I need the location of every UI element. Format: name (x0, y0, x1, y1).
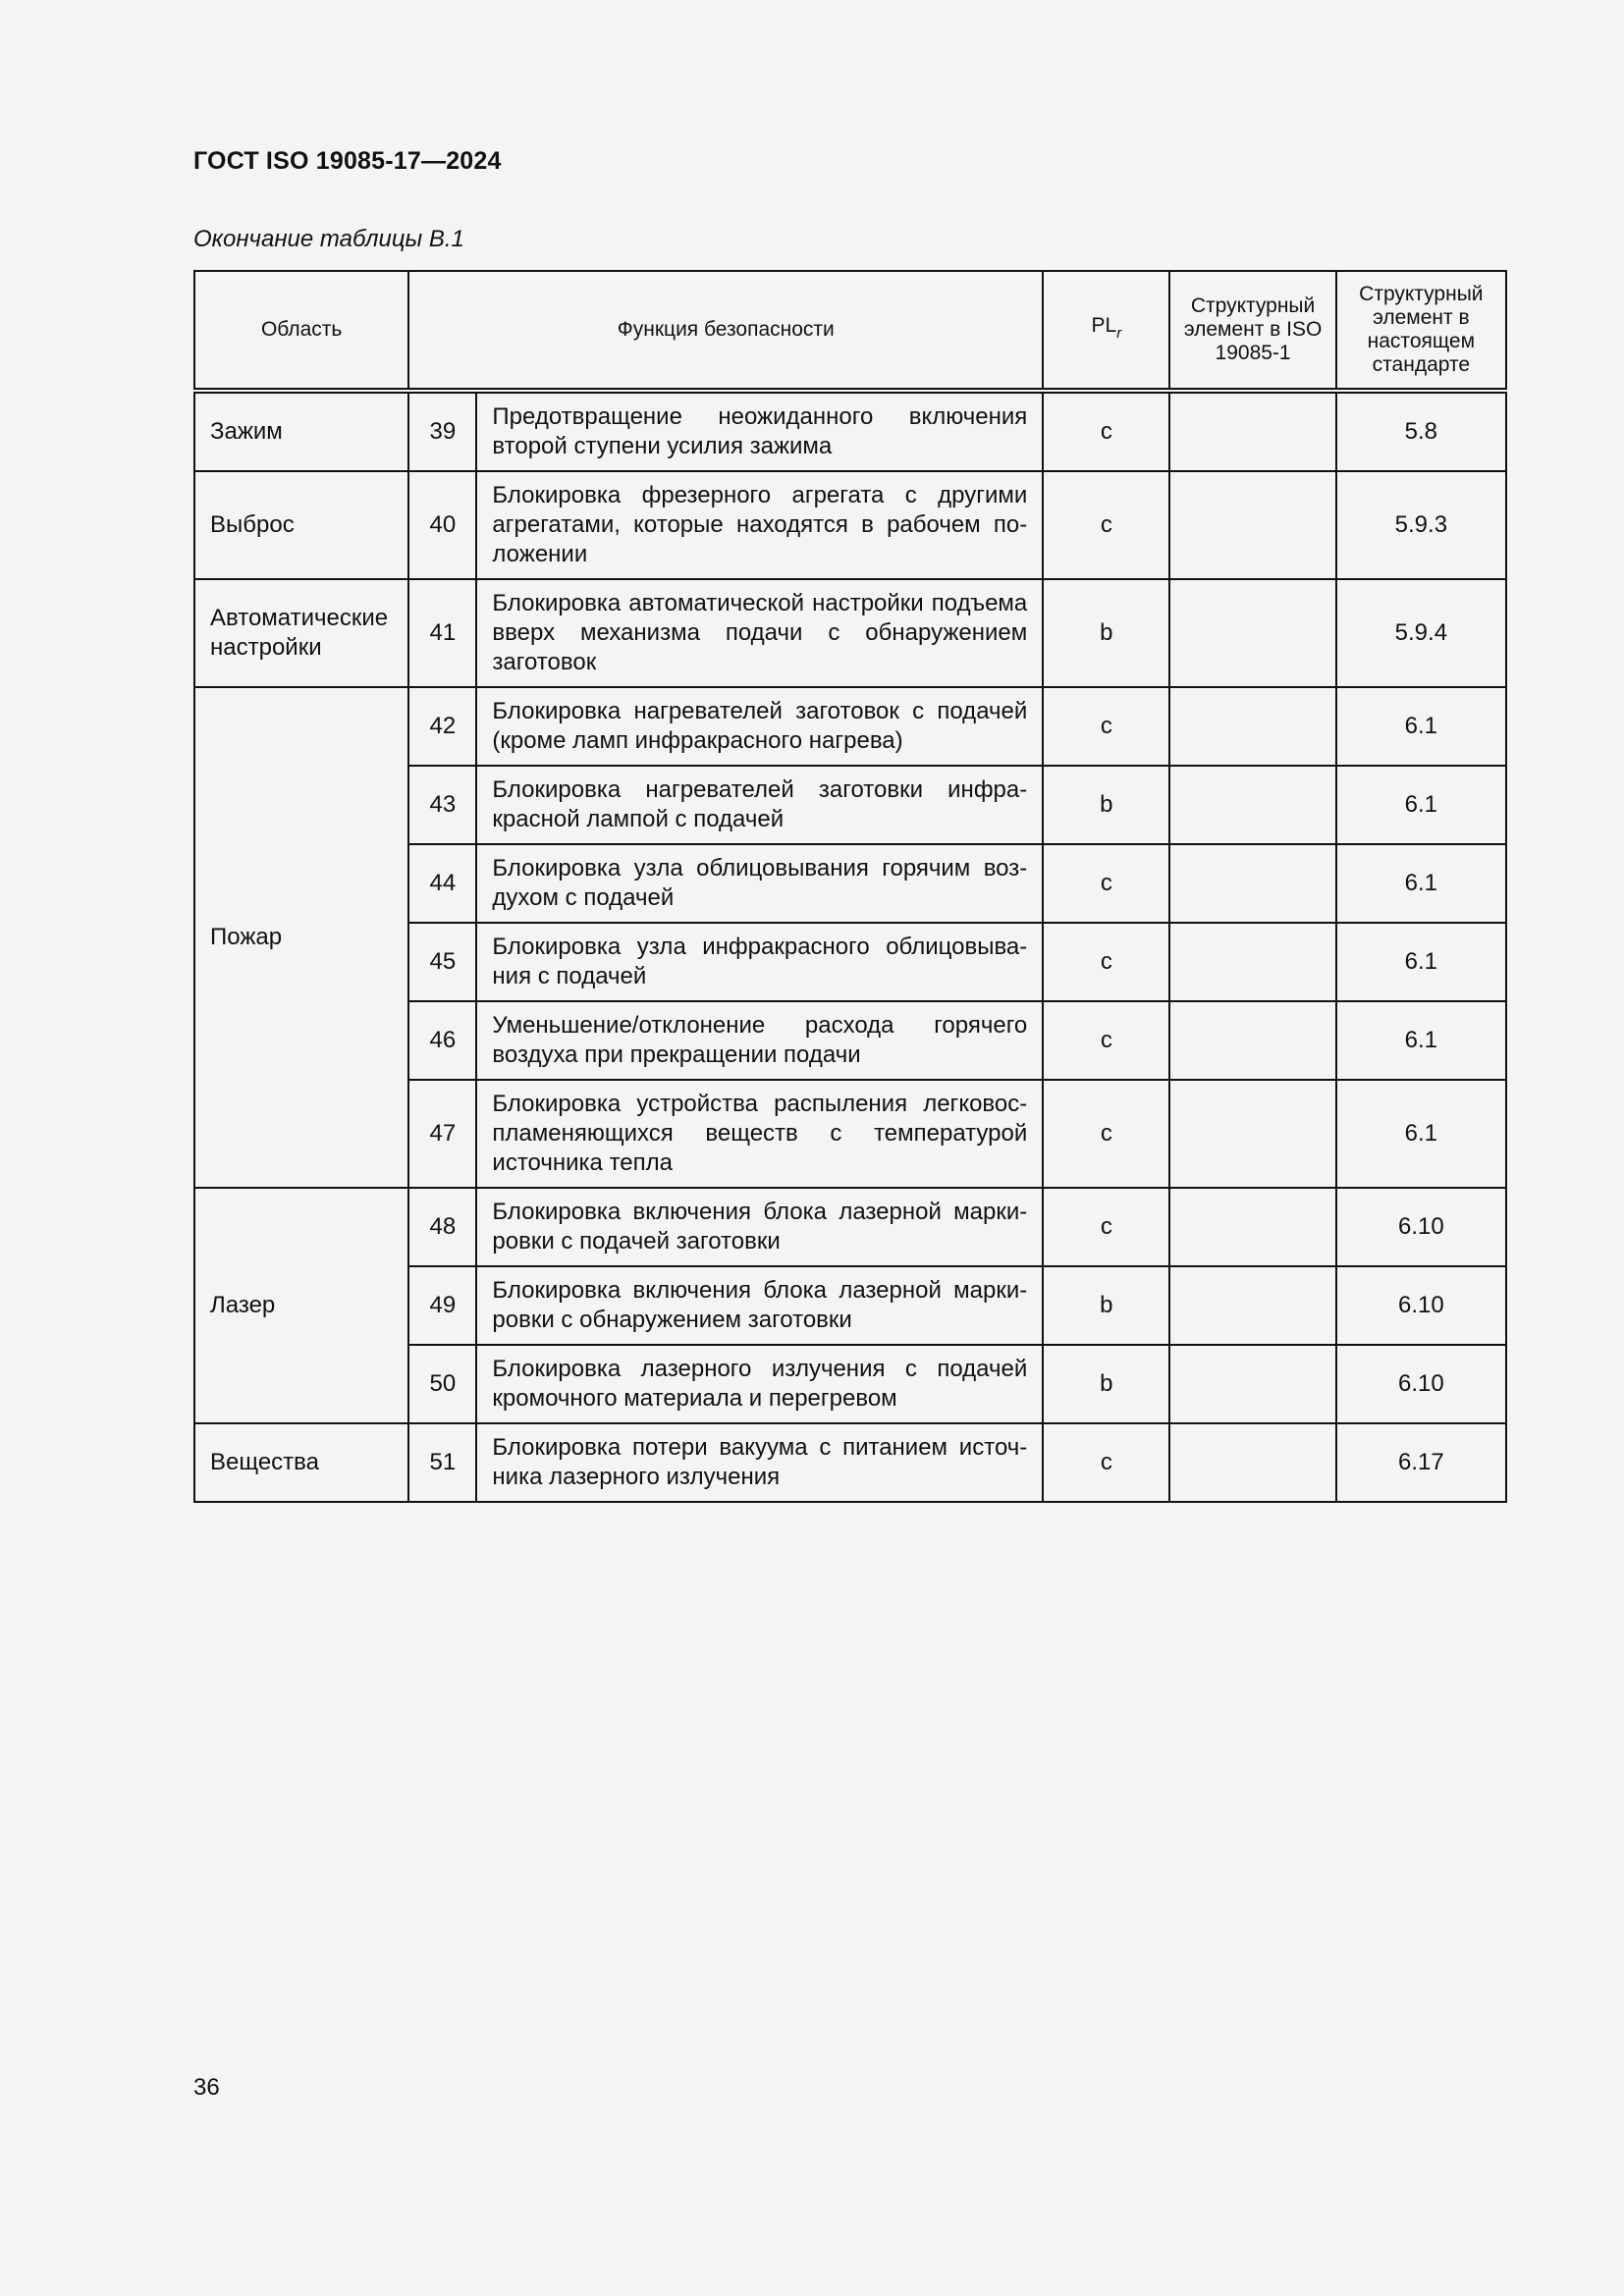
area-cell: Автоматические настройки (194, 579, 408, 687)
iso-element-cell (1169, 391, 1335, 471)
number-cell: 44 (408, 844, 476, 923)
number-cell: 43 (408, 766, 476, 844)
std-element-cell: 6.10 (1336, 1345, 1506, 1423)
header-pl (1043, 271, 1169, 391)
iso-element-cell (1169, 579, 1335, 687)
std-element-cell: 6.17 (1336, 1423, 1506, 1502)
iso-element-cell (1169, 1188, 1335, 1266)
safety-functions-table (193, 270, 1507, 1503)
function-cell: Блокировка устройства распыления легковоспламеняющихся веществ с температурой источника тепла (476, 1080, 1043, 1188)
std-element-cell: 6.10 (1336, 1188, 1506, 1266)
std-element-cell: 6.1 (1336, 1001, 1506, 1080)
iso-element-cell (1169, 766, 1335, 844)
std-element-cell: 6.1 (1336, 687, 1506, 766)
number-cell: 45 (408, 923, 476, 1001)
std-element-cell: 5.9.3 (1336, 471, 1506, 579)
std-element-cell: 6.1 (1336, 923, 1506, 1001)
function-cell: Блокировка узла инфракрасного облицовывания с подачей (476, 923, 1043, 1001)
pl-cell: c (1043, 844, 1169, 923)
table-caption: Окончание таблицы В.1 (193, 226, 464, 252)
table-header-row (194, 271, 1506, 391)
pl-cell: c (1043, 923, 1169, 1001)
function-cell: Блокировка включения блока лазерной маркировки с подачей заготовки (476, 1188, 1043, 1266)
function-cell: Блокировка нагревателей заготовки инфракрасной лампой с подачей (476, 766, 1043, 844)
std-element-cell: 6.1 (1336, 1080, 1506, 1188)
number-cell: 42 (408, 687, 476, 766)
table-row (194, 1423, 1506, 1502)
table-row (194, 579, 1506, 687)
number-cell: 39 (408, 391, 476, 471)
pl-cell: c (1043, 1423, 1169, 1502)
number-cell: 48 (408, 1188, 476, 1266)
area-cell: Вещества (194, 1423, 408, 1502)
iso-element-cell (1169, 1266, 1335, 1345)
table-row (194, 471, 1506, 579)
std-element-cell: 6.1 (1336, 766, 1506, 844)
number-cell: 51 (408, 1423, 476, 1502)
page-number: 36 (193, 2074, 220, 2101)
iso-element-cell (1169, 1423, 1335, 1502)
header-pl-main: PL (1091, 314, 1117, 337)
function-cell: Блокировка потери вакуума с питанием источника лазерного излучения (476, 1423, 1043, 1502)
number-cell: 46 (408, 1001, 476, 1080)
header-std-element: Структурный элемент в настоящем стандарте (1336, 271, 1506, 391)
iso-element-cell (1169, 1080, 1335, 1188)
function-cell: Уменьшение/отклонение расхода горячего воздуха при прекращении подачи (476, 1001, 1043, 1080)
std-element-cell: 5.8 (1336, 391, 1506, 471)
std-element-cell: 6.10 (1336, 1266, 1506, 1345)
pl-cell: c (1043, 1188, 1169, 1266)
function-cell: Блокировка автоматической настройки подъема вверх механизма подачи с обнаружением заготовок (476, 579, 1043, 687)
table-row (194, 1188, 1506, 1266)
table-row (194, 391, 1506, 471)
iso-element-cell (1169, 1345, 1335, 1423)
pl-cell: b (1043, 579, 1169, 687)
std-element-cell: 6.1 (1336, 844, 1506, 923)
function-cell: Предотвращение неожиданного включения второй ступени усилия зажима (476, 391, 1043, 471)
pl-cell: c (1043, 1001, 1169, 1080)
function-cell: Блокировка нагревателей заготовок с подачей (кроме ламп инфракрасного нагрева) (476, 687, 1043, 766)
function-cell: Блокировка включения блока лазерной маркировки с обнаружением заготовки (476, 1266, 1043, 1345)
header-function: Функция безопасности (408, 271, 1043, 391)
function-cell: Блокировка узла облицовывания горячим воздухом с подачей (476, 844, 1043, 923)
number-cell: 49 (408, 1266, 476, 1345)
iso-element-cell (1169, 471, 1335, 579)
area-cell: Выброс (194, 471, 408, 579)
pl-cell: c (1043, 391, 1169, 471)
pl-cell: b (1043, 1345, 1169, 1423)
area-cell: Зажим (194, 391, 408, 471)
pl-cell: c (1043, 687, 1169, 766)
pl-cell: b (1043, 766, 1169, 844)
area-cell-fire: Пожар (194, 687, 408, 1188)
header-area: Область (194, 271, 408, 391)
document-title: ГОСТ ISO 19085-17—2024 (193, 147, 502, 175)
area-cell-laser: Лазер (194, 1188, 408, 1423)
header-pl-subscript: r (1116, 325, 1122, 342)
iso-element-cell (1169, 844, 1335, 923)
iso-element-cell (1169, 687, 1335, 766)
number-cell: 41 (408, 579, 476, 687)
number-cell: 50 (408, 1345, 476, 1423)
number-cell: 47 (408, 1080, 476, 1188)
iso-element-cell (1169, 923, 1335, 1001)
function-cell: Блокировка лазерного излучения с подачей кромочного материала и перегревом (476, 1345, 1043, 1423)
function-cell: Блокировка фрезерного агрегата с другими агрегатами, которые находятся в рабочем положении (476, 471, 1043, 579)
header-iso-element: Структурный элемент в ISO 19085-1 (1169, 271, 1335, 391)
std-element-cell: 5.9.4 (1336, 579, 1506, 687)
pl-cell: c (1043, 471, 1169, 579)
pl-cell: c (1043, 1080, 1169, 1188)
table-row (194, 687, 1506, 766)
number-cell: 40 (408, 471, 476, 579)
pl-cell: b (1043, 1266, 1169, 1345)
iso-element-cell (1169, 1001, 1335, 1080)
